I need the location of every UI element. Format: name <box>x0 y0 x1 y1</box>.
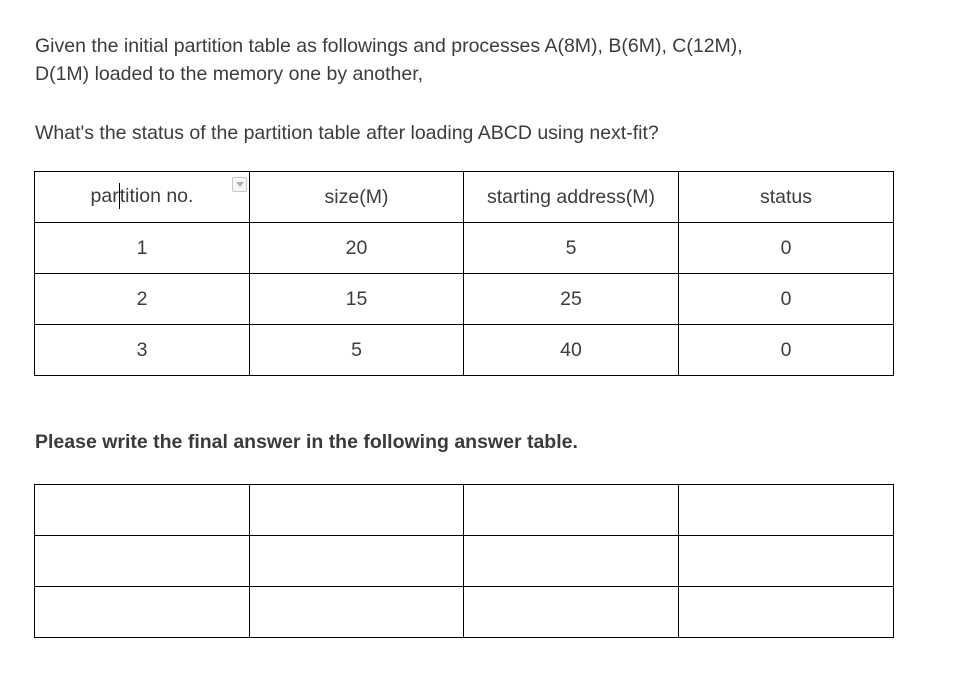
cell-size[interactable]: 20 <box>250 223 464 274</box>
cell-partition-no[interactable]: 1 <box>35 223 250 274</box>
question-text: What's the status of the partition table after loading ABCD using next-fit? <box>35 122 659 144</box>
header-status[interactable]: status <box>679 172 894 223</box>
answer-cell[interactable] <box>35 485 250 536</box>
answer-row <box>35 536 894 587</box>
table-row <box>35 325 894 376</box>
intro-line-2: D(1M) loaded to the memory one by another, <box>35 63 424 85</box>
cell-partition-no[interactable]: 3 <box>35 325 250 376</box>
cell-starting-address[interactable]: 5 <box>464 223 679 274</box>
table-row <box>35 223 894 274</box>
header-starting-address[interactable]: starting address(M) <box>464 172 679 223</box>
dropdown-icon[interactable] <box>232 177 247 192</box>
instruction-text: Please write the final answer in the following answer table. <box>35 431 578 453</box>
answer-row <box>35 485 894 536</box>
answer-cell[interactable] <box>464 536 679 587</box>
text-cursor <box>119 183 120 209</box>
answer-row <box>35 587 894 638</box>
cell-starting-address[interactable]: 40 <box>464 325 679 376</box>
cell-size[interactable]: 15 <box>250 274 464 325</box>
header-partition-no-part1: par <box>90 185 119 208</box>
header-partition-no-part2: tition no. <box>119 185 194 208</box>
partition-table <box>34 171 894 376</box>
intro-line-1: Given the initial partition table as followings and processes A(8M), B(6M), C(12M), <box>35 35 743 57</box>
cell-size[interactable]: 5 <box>250 325 464 376</box>
intro-paragraph <box>35 32 915 88</box>
answer-cell[interactable] <box>679 536 894 587</box>
header-partition-no[interactable] <box>35 172 250 223</box>
answer-cell[interactable] <box>250 536 464 587</box>
answer-cell[interactable] <box>679 587 894 638</box>
answer-cell[interactable] <box>250 587 464 638</box>
answer-cell[interactable] <box>35 536 250 587</box>
answer-cell[interactable] <box>679 485 894 536</box>
answer-cell[interactable] <box>464 485 679 536</box>
answer-cell[interactable] <box>35 587 250 638</box>
answer-table <box>34 484 894 638</box>
answer-cell[interactable] <box>464 587 679 638</box>
cell-status[interactable]: 0 <box>679 325 894 376</box>
table-row <box>35 274 894 325</box>
cell-status[interactable]: 0 <box>679 274 894 325</box>
header-size[interactable]: size(M) <box>250 172 464 223</box>
answer-cell[interactable] <box>250 485 464 536</box>
cell-starting-address[interactable]: 25 <box>464 274 679 325</box>
cell-partition-no[interactable]: 2 <box>35 274 250 325</box>
table-header-row <box>35 172 894 223</box>
cell-status[interactable]: 0 <box>679 223 894 274</box>
